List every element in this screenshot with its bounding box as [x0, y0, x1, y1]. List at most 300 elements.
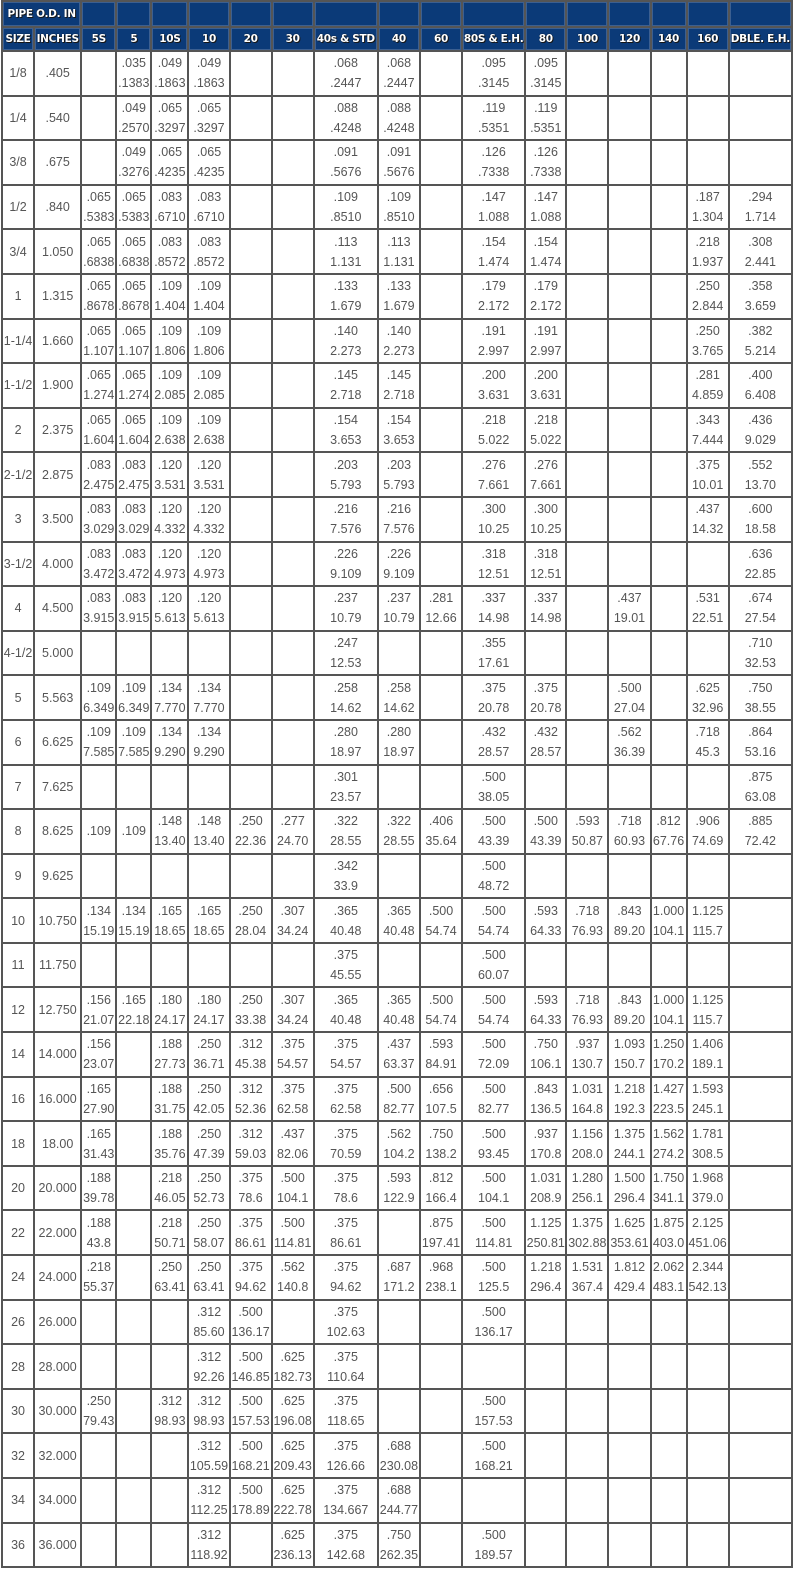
- schedule-cell: [189, 1167, 230, 1212]
- pipe-size-cell: 2-1/2: [3, 453, 35, 498]
- wall-thickness-value: .294: [748, 190, 773, 205]
- wall-thickness-value: .065: [121, 234, 146, 249]
- weight-per-foot-value: 74.69: [691, 834, 724, 849]
- wall-thickness-value: .250: [196, 1215, 222, 1230]
- weight-per-foot-value: 3.631: [530, 388, 562, 403]
- wall-thickness-value: .083: [86, 591, 111, 606]
- schedule-cell: [652, 364, 688, 409]
- wall-thickness-value: .500: [481, 1527, 506, 1542]
- schedule-cell: [421, 1301, 463, 1346]
- wall-thickness-value: 1.427: [652, 1081, 685, 1096]
- weight-per-foot-value: 47.39: [193, 1146, 225, 1161]
- weight-per-foot-value: 3.653: [383, 433, 415, 448]
- wall-thickness-value: .365: [333, 903, 358, 918]
- schedule-cell: [315, 988, 379, 1033]
- schedule-cell: [82, 230, 117, 275]
- schedule-cell: [421, 141, 463, 186]
- wall-thickness-value: .355: [481, 636, 506, 651]
- wall-thickness-value: .165: [86, 1126, 111, 1141]
- schedule-cell: [463, 855, 526, 900]
- schedule-cell: [117, 498, 152, 543]
- schedule-cell: [463, 632, 526, 677]
- schedule-cell: [315, 810, 379, 855]
- weight-per-foot-value: .6710: [193, 210, 225, 225]
- schedule-cell: [315, 453, 379, 498]
- wall-thickness-value: 1.031: [530, 1171, 562, 1186]
- schedule-cell: [730, 364, 793, 409]
- schedule-cell: [421, 1256, 463, 1301]
- wall-thickness-value: .250: [695, 279, 720, 294]
- wall-thickness-value: .154: [481, 234, 506, 249]
- table-row: [3, 721, 793, 766]
- wall-thickness-value: 1.125: [530, 1215, 562, 1230]
- schedule-cell: [82, 587, 117, 632]
- weight-per-foot-value: 3.531: [193, 477, 225, 492]
- schedule-cell: [567, 1033, 609, 1078]
- wall-thickness-value: .500: [481, 1171, 506, 1186]
- table-row: [3, 944, 793, 989]
- schedule-cell: [273, 1211, 315, 1256]
- wall-thickness-value: .134: [196, 725, 222, 740]
- column-header-80: 80: [526, 28, 567, 52]
- schedule-cell: [652, 1345, 688, 1390]
- schedule-cell: [526, 230, 567, 275]
- schedule-cell: [189, 988, 230, 1033]
- weight-per-foot-value: 14.62: [383, 700, 415, 715]
- weight-per-foot-value: .1383: [118, 76, 150, 91]
- schedule-cell: [609, 1301, 651, 1346]
- weight-per-foot-value: 13.70: [744, 477, 776, 492]
- schedule-cell: [609, 1033, 651, 1078]
- schedule-cell: [152, 409, 189, 454]
- weight-per-foot-value: 483.1: [652, 1280, 685, 1295]
- weight-per-foot-value: 98.93: [154, 1414, 186, 1429]
- schedule-cell: [82, 721, 117, 766]
- weight-per-foot-value: 3.653: [330, 433, 362, 448]
- weight-per-foot-value: 104.1: [277, 1191, 309, 1206]
- schedule-cell: [652, 453, 688, 498]
- schedule-cell: [526, 587, 567, 632]
- column-header-60: 60: [421, 28, 463, 52]
- schedule-cell: [526, 810, 567, 855]
- table-row: [3, 766, 793, 811]
- wall-thickness-value: .188: [157, 1037, 183, 1052]
- weight-per-foot-value: 192.3: [613, 1101, 646, 1116]
- schedule-cell: [463, 944, 526, 989]
- table-row: [3, 899, 793, 944]
- schedule-cell: [315, 855, 379, 900]
- weight-per-foot-value: 7.661: [530, 477, 562, 492]
- schedule-cell: [117, 1033, 152, 1078]
- schedule-cell: [273, 632, 315, 677]
- weight-per-foot-value: 209.43: [273, 1458, 312, 1473]
- wall-thickness-value: .109: [333, 190, 358, 205]
- schedule-cell: [82, 1345, 117, 1390]
- schedule-cell: [152, 230, 189, 275]
- wall-thickness-value: .049: [157, 56, 183, 71]
- wall-thickness-value: .688: [386, 1438, 412, 1453]
- wall-thickness-value: .375: [238, 1260, 263, 1275]
- schedule-cell: [688, 632, 730, 677]
- pipe-size-cell: 3-1/2: [3, 543, 35, 588]
- outer-diameter-cell: 12.750: [35, 988, 82, 1033]
- weight-per-foot-value: 43.8: [86, 1235, 111, 1250]
- wall-thickness-value: 1.156: [571, 1126, 603, 1141]
- wall-thickness-value: .500: [481, 1126, 506, 1141]
- wall-thickness-value: .156: [86, 1037, 111, 1052]
- wall-thickness-value: .120: [157, 457, 183, 472]
- weight-per-foot-value: 2.844: [691, 299, 724, 314]
- schedule-cell: [117, 52, 152, 97]
- wall-thickness-value: .035: [121, 56, 146, 71]
- weight-per-foot-value: 1.404: [193, 299, 225, 314]
- weight-per-foot-value: .5383: [118, 210, 150, 225]
- schedule-cell: [189, 855, 230, 900]
- schedule-cell: [526, 1524, 567, 1569]
- schedule-cell: [379, 52, 421, 97]
- wall-thickness-value: 1.625: [613, 1215, 646, 1230]
- schedule-cell: [609, 141, 651, 186]
- wall-thickness-value: .375: [238, 1215, 263, 1230]
- schedule-cell: [82, 453, 117, 498]
- schedule-cell: [526, 1434, 567, 1479]
- weight-per-foot-value: 1.679: [383, 299, 415, 314]
- wall-thickness-value: .437: [617, 591, 642, 606]
- schedule-cell: [688, 766, 730, 811]
- weight-per-foot-value: 13.40: [193, 834, 225, 849]
- schedule-cell: [82, 275, 117, 320]
- weight-per-foot-value: 256.1: [571, 1191, 603, 1206]
- schedule-cell: [652, 944, 688, 989]
- schedule-cell: [567, 1211, 609, 1256]
- weight-per-foot-value: 15.19: [83, 923, 115, 938]
- schedule-cell: [730, 988, 793, 1033]
- schedule-cell: [315, 1167, 379, 1212]
- weight-per-foot-value: 136.17: [231, 1324, 270, 1339]
- schedule-cell: [567, 1524, 609, 1569]
- wall-thickness-value: .375: [280, 1037, 305, 1052]
- wall-thickness-value: .218: [695, 234, 720, 249]
- weight-per-foot-value: 171.2: [383, 1280, 415, 1295]
- wall-thickness-value: .049: [121, 100, 146, 115]
- table-row: [3, 52, 793, 97]
- schedule-cell: [567, 320, 609, 365]
- weight-per-foot-value: 7.770: [193, 700, 225, 715]
- weight-per-foot-value: 40.48: [330, 923, 362, 938]
- table-row: [3, 1390, 793, 1435]
- wall-thickness-value: .500: [481, 1304, 506, 1319]
- schedule-cell: [315, 364, 379, 409]
- table-row: [3, 230, 793, 275]
- weight-per-foot-value: 63.08: [744, 789, 776, 804]
- weight-per-foot-value: 170.2: [652, 1057, 685, 1072]
- schedule-cell: [152, 1390, 189, 1435]
- weight-per-foot-value: 48.72: [478, 878, 510, 893]
- schedule-cell: [82, 944, 117, 989]
- weight-per-foot-value: 5.022: [478, 433, 510, 448]
- schedule-cell: [189, 543, 230, 588]
- wall-thickness-value: .250: [196, 1126, 222, 1141]
- wall-thickness-value: .281: [428, 591, 454, 606]
- pipe-size-cell: 34: [3, 1479, 35, 1524]
- wall-thickness-value: .247: [333, 636, 358, 651]
- schedule-cell: [421, 899, 463, 944]
- weight-per-foot-value: 28.04: [234, 923, 267, 938]
- wall-thickness-value: .906: [695, 814, 720, 829]
- schedule-cell: [463, 141, 526, 186]
- schedule-cell: [688, 1390, 730, 1435]
- schedule-cell: [82, 855, 117, 900]
- schedule-cell: [567, 364, 609, 409]
- schedule-cell: [421, 453, 463, 498]
- schedule-cell: [463, 1390, 526, 1435]
- weight-per-foot-value: 102.63: [326, 1324, 365, 1339]
- schedule-cell: [379, 988, 421, 1033]
- schedule-cell: [231, 810, 273, 855]
- table-row: [3, 186, 793, 231]
- schedule-cell: [82, 899, 117, 944]
- schedule-cell: [273, 543, 315, 588]
- wall-thickness-value: .312: [238, 1126, 263, 1141]
- header-blank: [189, 2, 230, 28]
- schedule-cell: [189, 766, 230, 811]
- header-blank: [315, 2, 379, 28]
- schedule-cell: [117, 141, 152, 186]
- schedule-cell: [379, 1033, 421, 1078]
- table-row: [3, 1301, 793, 1346]
- outer-diameter-cell: 4.500: [35, 587, 82, 632]
- schedule-cell: [567, 899, 609, 944]
- wall-thickness-value: .250: [238, 992, 263, 1007]
- schedule-cell: [379, 543, 421, 588]
- wall-thickness-value: .343: [695, 413, 720, 428]
- schedule-cell: [379, 186, 421, 231]
- wall-thickness-value: .188: [86, 1171, 111, 1186]
- wall-thickness-value: .593: [575, 814, 600, 829]
- pipe-size-cell: 32: [3, 1434, 35, 1479]
- wall-thickness-value: 2.062: [652, 1260, 685, 1275]
- schedule-cell: [463, 186, 526, 231]
- wall-thickness-value: .375: [333, 1483, 358, 1498]
- column-header-20: 20: [231, 28, 273, 52]
- schedule-cell: [273, 676, 315, 721]
- schedule-cell: [421, 320, 463, 365]
- schedule-cell: [688, 1524, 730, 1569]
- wall-thickness-value: .065: [86, 368, 111, 383]
- schedule-cell: [526, 1033, 567, 1078]
- schedule-cell: [152, 944, 189, 989]
- wall-thickness-value: .500: [481, 1081, 506, 1096]
- schedule-cell: [463, 676, 526, 721]
- weight-per-foot-value: 23.07: [83, 1057, 115, 1072]
- schedule-cell: [688, 543, 730, 588]
- schedule-cell: [273, 766, 315, 811]
- wall-thickness-value: 1.250: [652, 1037, 685, 1052]
- schedule-cell: [652, 230, 688, 275]
- wall-thickness-value: .258: [333, 680, 358, 695]
- schedule-cell: [379, 275, 421, 320]
- outer-diameter-cell: 8.625: [35, 810, 82, 855]
- weight-per-foot-value: 27.90: [83, 1101, 115, 1116]
- schedule-cell: [730, 587, 793, 632]
- wall-thickness-value: .750: [428, 1126, 454, 1141]
- schedule-cell: [82, 1078, 117, 1123]
- wall-thickness-value: .382: [748, 323, 773, 338]
- pipe-size-cell: 3/8: [3, 141, 35, 186]
- schedule-cell: [567, 97, 609, 142]
- table-row: [3, 632, 793, 677]
- pipe-size-cell: 11: [3, 944, 35, 989]
- wall-thickness-value: .718: [695, 725, 720, 740]
- weight-per-foot-value: 157.53: [474, 1414, 513, 1429]
- wall-thickness-value: .120: [157, 591, 183, 606]
- outer-diameter-cell: 24.000: [35, 1256, 82, 1301]
- weight-per-foot-value: 5.214: [744, 343, 776, 358]
- schedule-cell: [315, 52, 379, 97]
- schedule-cell: [730, 1078, 793, 1123]
- schedule-cell: [652, 186, 688, 231]
- schedule-cell: [526, 721, 567, 766]
- wall-thickness-value: .109: [196, 323, 222, 338]
- weight-per-foot-value: 43.39: [478, 834, 510, 849]
- schedule-cell: [379, 1211, 421, 1256]
- schedule-cell: [526, 766, 567, 811]
- wall-thickness-value: .375: [333, 1171, 358, 1186]
- schedule-cell: [189, 1434, 230, 1479]
- pipe-size-cell: 6: [3, 721, 35, 766]
- wall-thickness-value: .083: [157, 234, 183, 249]
- column-header-inches: INCHES: [35, 28, 82, 52]
- weight-per-foot-value: .5383: [83, 210, 115, 225]
- weight-per-foot-value: 19.01: [613, 611, 646, 626]
- schedule-cell: [231, 1390, 273, 1435]
- table-body: [3, 52, 793, 1568]
- schedule-cell: [82, 52, 117, 97]
- schedule-cell: [231, 766, 273, 811]
- weight-per-foot-value: 22.36: [234, 834, 267, 849]
- wall-thickness-value: .083: [86, 457, 111, 472]
- schedule-cell: [421, 364, 463, 409]
- header-columns-row: [3, 28, 793, 52]
- table-row: [3, 364, 793, 409]
- weight-per-foot-value: .3276: [118, 165, 150, 180]
- schedule-cell: [152, 676, 189, 721]
- wall-thickness-value: .258: [386, 680, 412, 695]
- wall-thickness-value: .065: [196, 100, 222, 115]
- schedule-cell: [730, 141, 793, 186]
- wall-thickness-value: .437: [695, 502, 720, 517]
- schedule-cell: [315, 766, 379, 811]
- weight-per-foot-value: 379.0: [691, 1191, 724, 1206]
- schedule-cell: [231, 632, 273, 677]
- wall-thickness-value: .531: [695, 591, 720, 606]
- weight-per-foot-value: 302.88: [568, 1235, 607, 1250]
- schedule-cell: [609, 988, 651, 1033]
- wall-thickness-value: .109: [196, 413, 222, 428]
- weight-per-foot-value: 89.20: [613, 923, 646, 938]
- wall-thickness-value: .312: [196, 1394, 222, 1409]
- wall-thickness-value: .065: [157, 100, 183, 115]
- column-header-100: 100: [567, 28, 609, 52]
- schedule-cell: [315, 1301, 379, 1346]
- wall-thickness-value: .250: [695, 323, 720, 338]
- weight-per-foot-value: 208.0: [571, 1146, 603, 1161]
- schedule-cell: [463, 1256, 526, 1301]
- schedule-cell: [421, 1211, 463, 1256]
- column-header-5s: 5S: [82, 28, 117, 52]
- pipe-size-cell: 12: [3, 988, 35, 1033]
- weight-per-foot-value: 18.97: [383, 745, 415, 760]
- weight-per-foot-value: .6838: [83, 254, 115, 269]
- table-row: [3, 810, 793, 855]
- schedule-cell: [152, 320, 189, 365]
- schedule-cell: [82, 988, 117, 1033]
- wall-thickness-value: .750: [533, 1037, 558, 1052]
- schedule-cell: [421, 988, 463, 1033]
- wall-thickness-value: .134: [86, 903, 111, 918]
- schedule-cell: [189, 1345, 230, 1390]
- wall-thickness-value: .218: [86, 1260, 111, 1275]
- schedule-cell: [652, 1122, 688, 1167]
- schedule-cell: [652, 52, 688, 97]
- schedule-cell: [273, 1524, 315, 1569]
- weight-per-foot-value: .7338: [530, 165, 562, 180]
- schedule-cell: [82, 676, 117, 721]
- schedule-cell: [82, 1434, 117, 1479]
- pipe-size-cell: 16: [3, 1078, 35, 1123]
- schedule-cell: [82, 1211, 117, 1256]
- weight-per-foot-value: 3.659: [744, 299, 776, 314]
- wall-thickness-value: .281: [695, 368, 720, 383]
- schedule-cell: [189, 186, 230, 231]
- wall-thickness-value: .864: [748, 725, 773, 740]
- weight-per-foot-value: 40.48: [383, 1012, 415, 1027]
- schedule-cell: [379, 676, 421, 721]
- schedule-cell: [379, 632, 421, 677]
- table-row: [3, 988, 793, 1033]
- schedule-cell: [567, 721, 609, 766]
- schedule-cell: [526, 1211, 567, 1256]
- schedule-cell: [315, 1256, 379, 1301]
- schedule-cell: [526, 453, 567, 498]
- weight-per-foot-value: 150.7: [613, 1057, 646, 1072]
- schedule-cell: [609, 275, 651, 320]
- wall-thickness-value: .119: [534, 100, 558, 115]
- schedule-cell: [730, 1301, 793, 1346]
- weight-per-foot-value: 78.6: [238, 1191, 263, 1206]
- weight-per-foot-value: 45.55: [330, 968, 362, 983]
- schedule-cell: [421, 230, 463, 275]
- schedule-cell: [189, 1211, 230, 1256]
- weight-per-foot-value: 28.57: [478, 745, 510, 760]
- schedule-cell: [730, 1211, 793, 1256]
- schedule-cell: [315, 721, 379, 766]
- weight-per-foot-value: 178.89: [231, 1503, 270, 1518]
- column-header-160: 160: [688, 28, 730, 52]
- weight-per-foot-value: 1.474: [530, 254, 562, 269]
- schedule-cell: [688, 1301, 730, 1346]
- schedule-cell: [421, 1345, 463, 1390]
- schedule-cell: [567, 186, 609, 231]
- weight-per-foot-value: 2.475: [83, 477, 115, 492]
- pipe-size-cell: 1: [3, 275, 35, 320]
- schedule-cell: [463, 721, 526, 766]
- weight-per-foot-value: 27.54: [744, 611, 776, 626]
- weight-per-foot-value: 122.9: [383, 1191, 415, 1206]
- schedule-cell: [379, 320, 421, 365]
- schedule-cell: [117, 721, 152, 766]
- schedule-cell: [273, 855, 315, 900]
